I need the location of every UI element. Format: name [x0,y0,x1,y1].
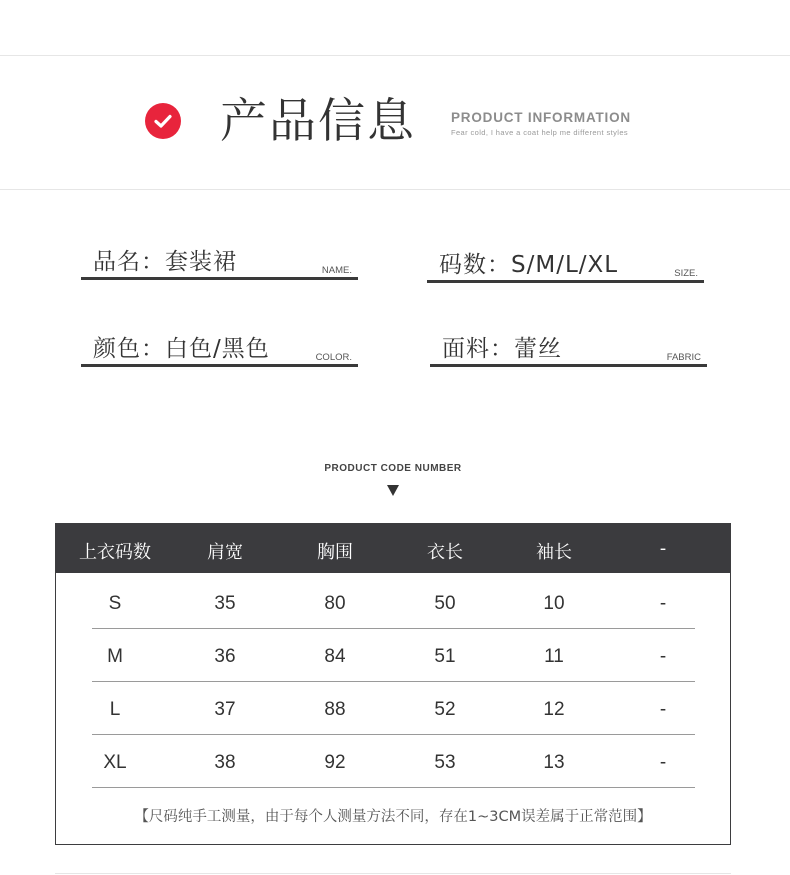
header-cell: - [659,538,667,559]
table-cell: 35 [214,593,236,614]
field-name-underline [81,277,358,280]
field-color-underline [81,364,358,367]
table-cell: - [659,593,667,614]
table-cell: 12 [543,699,565,720]
page-title-english: PRODUCT INFORMATION [451,110,631,125]
row-divider [92,787,695,788]
triangle-down-icon [387,485,399,496]
table-cell: 88 [324,699,346,720]
field-size-value: 码数：S/M/L/XL [439,252,619,278]
page-title: 产品信息 [220,94,416,149]
field-fabric-label: FABRIC [666,352,701,363]
field-name-value: 品名：套装裙 [93,249,237,275]
product-code-label: PRODUCT CODE NUMBER [324,463,462,474]
table-row [56,735,730,788]
table-cell: 84 [324,646,346,667]
field-fabric-value: 面料：蕾丝 [442,336,562,362]
bottom-divider [55,873,731,874]
table-cell: 50 [434,593,456,614]
table-cell: XL [103,752,127,773]
table-cell: 51 [434,646,456,667]
check-circle-icon [145,103,181,139]
table-cell: 53 [434,752,456,773]
header-divider [0,189,790,190]
top-divider [0,55,790,56]
table-cell: - [659,646,667,667]
table-cell: 38 [214,752,236,773]
header-cell: 袖长 [536,542,572,563]
table-cell: 92 [324,752,346,773]
table-cell: - [659,699,667,720]
field-size-underline [427,280,704,283]
size-table-header [56,524,730,573]
field-fabric-underline [430,364,707,367]
table-cell: 10 [543,593,565,614]
table-row [56,576,730,629]
table-cell: 13 [543,752,565,773]
header-cell: 肩宽 [207,542,243,563]
table-cell: M [107,646,123,667]
field-name [81,236,358,280]
field-color [81,322,358,367]
field-color-label: COLOR. [315,352,352,363]
table-row [56,682,730,735]
header-cell: 胸围 [317,542,353,563]
measurement-note: 【尺码纯手工测量，由于每个人测量方法不同，存在1~3CM误差属于正常范围】 [134,809,652,825]
size-table [55,523,731,845]
table-cell: S [108,593,122,614]
page-subtitle: Fear cold, I have a coat help me different styles [451,128,629,137]
field-name-label: NAME. [321,265,352,276]
field-fabric [430,322,707,367]
table-cell: 11 [544,646,564,667]
table-cell: 36 [214,646,236,667]
header-cell: 衣长 [427,542,463,563]
table-cell: L [109,699,121,720]
header-cell: 上衣码数 [79,542,151,563]
field-size [427,238,704,283]
table-cell: 37 [214,699,236,720]
table-row [56,629,730,682]
table-cell: - [659,752,667,773]
field-color-value: 颜色：白色/黑色 [93,336,270,362]
field-size-label: SIZE. [674,268,698,279]
table-cell: 80 [324,593,346,614]
table-cell: 52 [434,699,456,720]
